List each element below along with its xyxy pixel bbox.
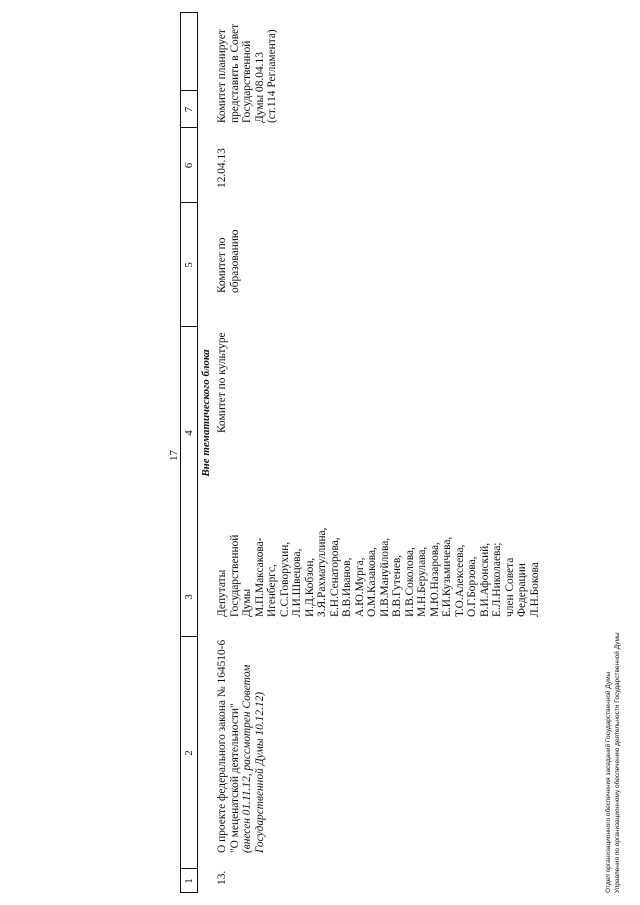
header-bottom-border — [197, 12, 198, 893]
footer-line-1: Отдел организационного обеспечения заседаний Государственной Думы — [605, 671, 612, 893]
section-title: Вне тематического блока — [200, 349, 212, 477]
row-title-block — [216, 613, 266, 853]
header-cell-3: 3 — [182, 594, 195, 600]
header-cell-4: 4 — [182, 430, 195, 436]
row-remark: Комитет планирует представить в Совет Государственной Думы 08.04.13 (ст.114 Регламента) — [216, 23, 278, 123]
table-right-border — [180, 12, 198, 13]
header-cell-5: 5 — [182, 262, 195, 268]
row-committee-co: Комитет по образованию — [216, 229, 241, 293]
page-number: 17 — [168, 450, 180, 461]
row-committee-main: Комитет по культуре — [216, 332, 228, 433]
header-cell-6: 6 — [182, 162, 195, 169]
row-date: 12.04.13 — [216, 148, 228, 188]
header-cell-1: 1 — [182, 878, 195, 884]
header-cell-2: 2 — [182, 750, 195, 756]
row-number: 13. — [216, 870, 228, 885]
row-title: О проекте федерального закона № 164510-6 "О меценатской деятельности" — [216, 639, 241, 853]
row-note: (внесен 01.11.12, рассмотрен Советом Государственной Думы 10.12.12) — [241, 664, 266, 853]
row-authors: Депутаты Государственной Думы М.П.Максакова- Игенбергс, С.С.Говорухин, Л.И.Швецова, И.Д.Кобзон, З.Я.Рахматуллина, Е.Н.Сенаторова, В.В.Иванов, А.Ю.Мурга, О.М.Казакова, И.В.Мануйлова, В.В.Гутенев, И.В.Соколова, М.Н.Берулава, М.Ю.Назарова, Е.И.Кузьмичева, Т.О.Алексеева, О.Г.Борзова, В.И.Афонский, Е.Л.Николаева; член Совета Федерации Л.Н.Бокова — [216, 527, 541, 617]
table — [180, 12, 620, 893]
header-cell-7: 7 — [182, 106, 195, 113]
footer-line-2: Управления по организационному обеспечению деятельности Государственной Думы — [614, 632, 621, 893]
